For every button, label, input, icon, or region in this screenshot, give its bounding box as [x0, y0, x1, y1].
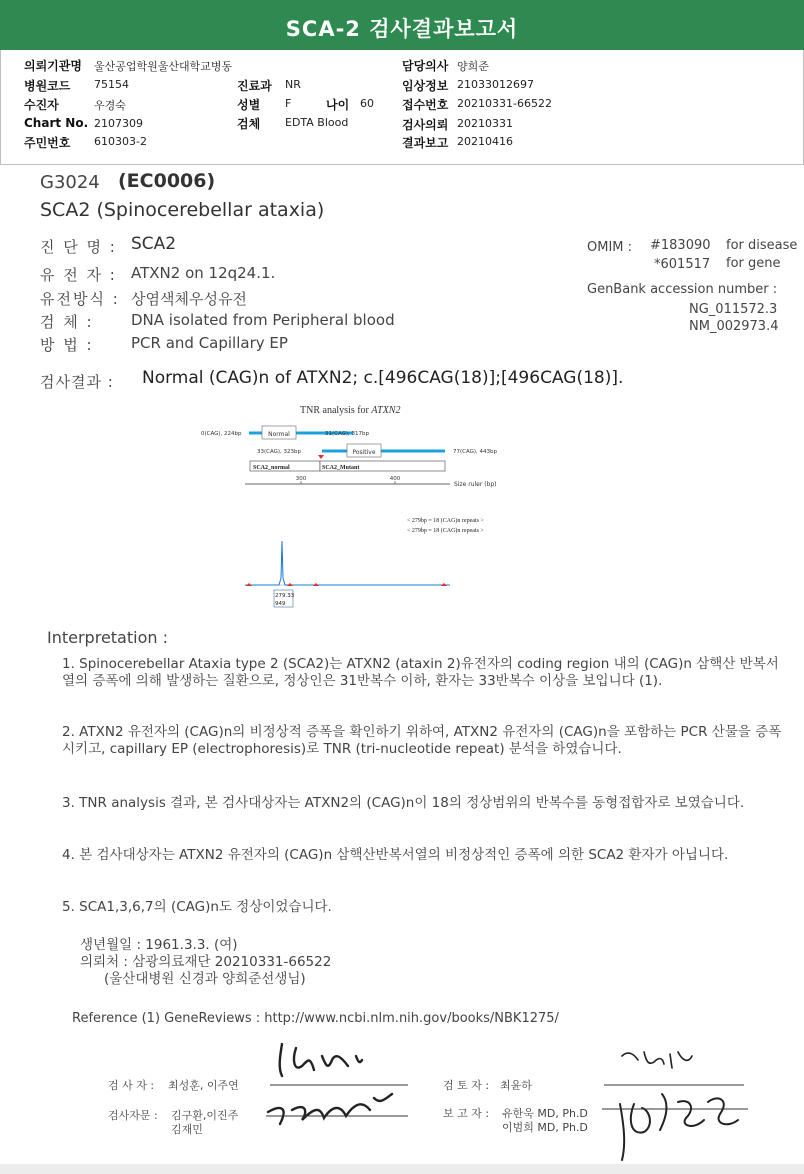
hospital-code-value: 75154	[94, 78, 129, 91]
receipt-value: 20210331-66522	[457, 97, 552, 110]
repeat-note-2: < 279bp = 18 (CAG)n repeats >	[407, 528, 484, 534]
inheritance-value: 상염색체우성유전	[131, 290, 247, 308]
tester-signature	[262, 1036, 412, 1088]
tester-names: 최성훈, 이주연	[168, 1079, 239, 1092]
advisor-signature	[262, 1090, 412, 1140]
omim-gene-note: for gene	[726, 256, 781, 271]
reporter-signature	[600, 1074, 750, 1164]
inheritance-label: 유전방식 :	[40, 290, 120, 308]
peak-height-label: 949	[275, 601, 286, 607]
clinical-label: 임상정보	[402, 79, 449, 93]
report-date-label: 결과보고	[402, 136, 449, 150]
examinee-label: 수진자	[24, 98, 59, 112]
positive-box-label: Positive	[352, 449, 376, 456]
positive-end-label: 77(CAG), 443bp	[453, 449, 498, 455]
omim-disease-note: for disease	[726, 238, 798, 253]
resident-value: 610303-2	[94, 135, 147, 148]
ruler-label-300: 300	[295, 476, 307, 482]
advisor-names-1: 김구환,이진주	[171, 1109, 239, 1122]
age-label: 나이	[326, 98, 350, 112]
requester: 의뢰처 : 삼광의료재단 20210331-66522	[80, 954, 332, 970]
specimen-label: 검체	[237, 117, 261, 131]
clinical-value: 21033012697	[457, 78, 534, 91]
reference: Reference (1) GeneReviews : http://www.ncbi.nlm.nih.gov/books/NBK1275/	[72, 1011, 559, 1026]
sca2-normal-label: SCA2_normal	[253, 465, 290, 471]
hospital-code-label: 병원코드	[24, 79, 71, 93]
test-name: SCA2 (Spinocerebellar ataxia)	[40, 199, 325, 221]
chart-no-label: Chart No.	[24, 116, 89, 130]
reporter-label: 보 고 자 :	[443, 1107, 490, 1120]
request-value: 20210331	[457, 117, 513, 130]
report-title-bar	[0, 0, 804, 50]
ruler-label-400: 400	[389, 476, 401, 482]
resident-label: 주민번호	[24, 136, 71, 150]
diagnosis-value: SCA2	[131, 234, 177, 254]
specimen-value: EDTA Blood	[285, 116, 349, 129]
ruler-caption: Size ruler (bp)	[454, 481, 497, 488]
advisor-names-2: 김재민	[171, 1123, 203, 1136]
genbank-nm: NM_002973.4	[689, 319, 779, 334]
sca2-mutant-label: SCA2_Mutant	[322, 465, 360, 471]
positive-start-label: 33(CAG), 323bp	[257, 449, 302, 455]
omim-gene: *601517	[654, 257, 711, 272]
result-label: 검사결과 :	[40, 373, 114, 391]
normal-box-label: Normal	[268, 431, 290, 438]
diagnosis-label: 진 단 명 :	[40, 238, 117, 256]
interpretation-heading: Interpretation :	[47, 628, 168, 647]
peak-size-label: 279.33	[275, 593, 295, 599]
sex-label: 성별	[237, 98, 261, 112]
reviewer-label: 검 토 자 :	[443, 1079, 490, 1092]
marker-triangle	[318, 455, 324, 459]
gene-value: ATXN2 on 12q24.1.	[131, 264, 276, 282]
gene-label: 유 전 자 :	[40, 266, 117, 284]
omim-label: OMIM :	[587, 240, 633, 255]
advisor-label: 검사자문 :	[108, 1109, 158, 1122]
omim-disease: #183090	[650, 238, 711, 253]
interpretation-p5: 5. SCA1,3,6,7의 (CAG)n도 정상이었습니다.	[62, 899, 332, 915]
doctor-value: 양희준	[457, 60, 489, 73]
trace-peak	[245, 541, 450, 585]
interpretation-p4: 4. 본 검사대상자는 ATXN2 유전자의 (CAG)n 삼핵산반복서열의 비정상적인 증폭에 의한 SCA2 환자가 아닙니다.	[62, 847, 729, 863]
method-value: PCR and Capillary EP	[131, 334, 288, 352]
normal-end-label: 31(CAG), 317bp	[325, 431, 370, 437]
dept-label: 진료과	[237, 79, 272, 93]
test-code-2: (EC0006)	[118, 170, 216, 192]
test-specimen-label: 검 체 :	[40, 313, 94, 331]
tnr-analysis-figure	[195, 398, 535, 616]
reporter-name-2: 이범희 MD, Ph.D	[502, 1121, 588, 1134]
request-label: 검사의뢰	[402, 118, 449, 132]
method-label: 방 법 :	[40, 336, 94, 354]
result-value: Normal (CAG)n of ATXN2; c.[496CAG(18)];[496CAG(18)].	[142, 368, 624, 388]
examinee-value: 우경숙	[94, 99, 126, 112]
test-code: G3024	[40, 172, 100, 193]
reviewer-name: 최윤하	[500, 1079, 532, 1092]
age-value: 60	[360, 97, 374, 110]
requester-detail: (울산대병원 신경과 양희준선생님)	[104, 971, 306, 987]
institution-value: 울산공업학원울산대학교병동	[94, 60, 233, 73]
receipt-label: 접수번호	[402, 98, 449, 112]
interpretation-p2: 2. ATXN2 유전자의 (CAG)n의 비정상적 증폭을 확인하기 위하여, ATXN2 유전자의 (CAG)n을 포함하는 PCR 산물을 증폭시키고, capillary EP (electrophoresis)로 TNR (tri-nucleotide repeat) 분석을 하였습니다.	[62, 724, 782, 757]
normal-start-label: 0(CAG), 224bp	[201, 431, 242, 437]
genbank-label: GenBank accession number :	[587, 282, 778, 297]
interpretation-p3: 3. TNR analysis 결과, 본 검사대상자는 ATXN2의 (CAG)n이 18의 정상범위의 반복수를 동형접합자로 보였습니다.	[62, 795, 745, 811]
report-title: SCA-2 검사결과보고서	[285, 17, 519, 41]
chart-no-value: 2107309	[94, 117, 143, 130]
sex-value: F	[285, 97, 292, 110]
birth-date: 생년월일 : 1961.3.3. (여)	[80, 937, 238, 953]
genbank-ng: NG_011572.3	[689, 302, 778, 317]
institution-label: 의뢰기관명	[24, 59, 82, 73]
reporter-name-1: 유한욱 MD, Ph.D	[502, 1107, 588, 1120]
repeat-note-1: < 279bp = 18 (CAG)n repeats >	[407, 518, 484, 524]
report-date-value: 20210416	[457, 135, 513, 148]
interpretation-p1: 1. Spinocerebellar Ataxia type 2 (SCA2)는 ATXN2 (ataxin 2)유전자의 coding region 내의 (CAG)n 삼핵산 반복서열의 증폭에 의해 발생하는 질환으로, 정상인은 31반복수 이하, 환자는 33반복수 이상을 보입니다 (1).	[62, 656, 779, 689]
tester-label: 검 사 자 :	[108, 1079, 155, 1092]
dept-value: NR	[285, 78, 301, 91]
doctor-label: 담당의사	[402, 59, 449, 73]
page-bottom-bar	[0, 1164, 804, 1174]
figure-title: TNR analysis for ATXN2	[300, 405, 401, 416]
test-specimen-value: DNA isolated from Peripheral blood	[131, 311, 395, 329]
